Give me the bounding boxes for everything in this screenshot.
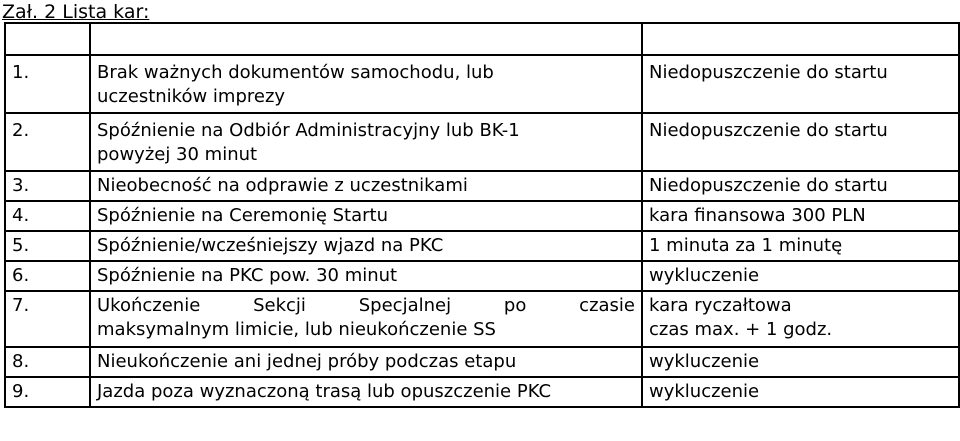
penalty-line: kara finansowa 300 PLN [649,205,866,226]
penalty-line: kara ryczałtowa [649,295,792,316]
penalty-line: wykluczenie [649,381,760,402]
row-penalty [642,201,959,231]
header-cell-description [90,23,642,55]
table-row [5,291,959,347]
description-line: Spóźnienie/wcześniejszy wjazd na PKC [97,235,444,256]
penalty-line: wykluczenie [649,265,760,286]
penalty-line: Niedopuszczenie do startu [649,62,888,83]
row-description [90,261,642,291]
row-penalty [642,231,959,261]
table-row [5,231,959,261]
row-penalty [642,171,959,201]
row-number: 2. [5,113,90,171]
description-line: maksymalnym limicie, lub nieukończenie SS [97,319,496,340]
table-header-row [5,23,959,55]
row-penalty [642,113,959,171]
penalty-line: Niedopuszczenie do startu [649,120,888,141]
description-line: powyżej 30 minut [97,144,258,165]
page-title: Zał. 2 Lista kar: [2,1,150,23]
description-line: uczestników imprezy [97,86,286,107]
row-description [90,231,642,261]
description-line: Spóźnienie na Odbiór Administracyjny lub BK-1 [97,120,520,141]
row-description [90,291,642,347]
row-number: 3. [5,171,90,201]
row-number: 1. [5,55,90,113]
penalty-line: czas max. + 1 godz. [649,319,833,340]
row-description [90,55,642,113]
table-row [5,171,959,201]
table-row [5,347,959,377]
penalty-line: 1 minuta za 1 minutę [649,235,843,256]
row-penalty [642,347,959,377]
description-line: Brak ważnych dokumentów samochodu, lub [97,62,494,83]
row-penalty [642,377,959,407]
description-line: Spóźnienie na PKC pow. 30 minut [97,265,398,286]
description-line: Jazda poza wyznaczoną trasą lub opuszczenie PKC [97,381,552,402]
row-number: 9. [5,377,90,407]
row-penalty [642,55,959,113]
row-penalty [642,261,959,291]
row-number: 6. [5,261,90,291]
description-line: Ukończenie Sekcji Specjalnej po czasie [97,295,635,316]
row-penalty [642,291,959,347]
row-description [90,347,642,377]
row-description [90,377,642,407]
header-cell-number [5,23,90,55]
description-line: Nieobecność na odprawie z uczestnikami [97,175,468,196]
header-cell-penalty [642,23,959,55]
penalty-line: wykluczenie [649,351,760,372]
table-row [5,113,959,171]
table-row [5,261,959,291]
row-description [90,201,642,231]
table-row [5,201,959,231]
row-number: 4. [5,201,90,231]
penalty-line: Niedopuszczenie do startu [649,175,888,196]
row-number: 7. [5,291,90,347]
description-line: Spóźnienie na Ceremonię Startu [97,205,389,226]
row-description [90,171,642,201]
row-description [90,113,642,171]
description-line: Nieukończenie ani jednej próby podczas etapu [97,351,517,372]
table-row [5,377,959,407]
row-number: 8. [5,347,90,377]
table-row [5,55,959,113]
row-number: 5. [5,231,90,261]
penalty-table [4,22,960,408]
